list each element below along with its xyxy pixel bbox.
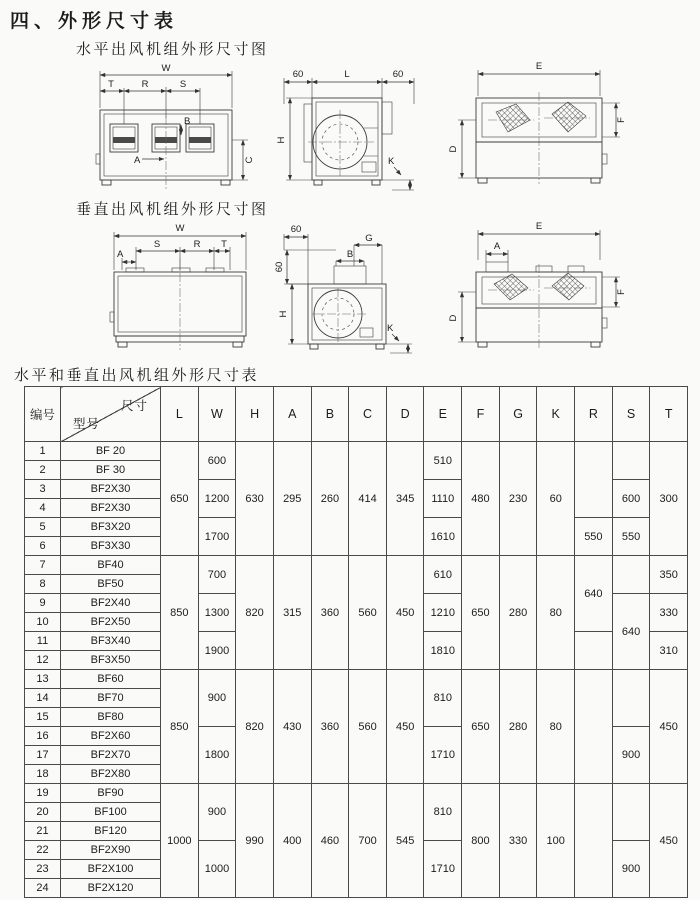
- model-cell: BF2X100: [61, 860, 161, 879]
- dim-label-a: A: [493, 241, 501, 252]
- column-header: F: [462, 387, 500, 442]
- dim-label-e: E: [535, 221, 543, 232]
- dimension-table-body: [25, 442, 688, 898]
- dim-label-f: F: [616, 289, 627, 295]
- model-cell: BF120: [61, 822, 161, 841]
- fan-scroll: [308, 110, 378, 176]
- vertical-front-view-diagram: [96, 220, 276, 362]
- model-cell: BF2X30: [61, 480, 161, 499]
- header-row: [25, 387, 688, 442]
- row-number-cell: 15: [25, 708, 61, 727]
- dim-cell-E: 1210: [424, 594, 462, 632]
- model-cell: BF2X120: [61, 879, 161, 898]
- dim-cell-R: [575, 442, 613, 518]
- dim-cell-F: 800: [462, 784, 500, 898]
- dim-cell-H: 820: [236, 556, 274, 670]
- row-number-cell: 21: [25, 822, 61, 841]
- dim-cell-S: [612, 556, 650, 594]
- dim-cell-T: 330: [650, 594, 688, 632]
- dim-cell-L: 850: [161, 670, 199, 784]
- mesh-inlets: [496, 102, 586, 132]
- dim-label-k: K: [387, 323, 394, 334]
- dim-cell-C: 560: [349, 670, 387, 784]
- row-number-cell: 7: [25, 556, 61, 575]
- dim-cell-E: 610: [424, 556, 462, 594]
- dim-cell-S: 550: [612, 518, 650, 556]
- vertical-rear-view-diagram: [448, 218, 643, 360]
- cabinet-outline: [110, 268, 246, 347]
- dim-cell-E: 810: [424, 784, 462, 841]
- model-cell: BF 30: [61, 461, 161, 480]
- dim-cell-E: 1810: [424, 632, 462, 670]
- dim-cell-S: [612, 670, 650, 727]
- column-header: A: [273, 387, 311, 442]
- row-number-cell: 14: [25, 689, 61, 708]
- row-number-cell: 9: [25, 594, 61, 613]
- dim-cell-A: 315: [273, 556, 311, 670]
- dim-label-g: G: [365, 233, 373, 244]
- column-header: H: [236, 387, 274, 442]
- dim-label-60-top: 60: [290, 224, 302, 235]
- model-cell: BF2X60: [61, 727, 161, 746]
- row-number-cell: 8: [25, 575, 61, 594]
- dim-cell-B: 460: [311, 784, 349, 898]
- dim-label-b: B: [346, 249, 354, 260]
- dim-cell-W: 1200: [198, 480, 236, 518]
- dim-cell-T: 310: [650, 632, 688, 670]
- model-cell: BF2X80: [61, 765, 161, 784]
- column-header-number: 编号: [25, 387, 61, 442]
- dim-label-k: K: [388, 156, 395, 167]
- dim-label-e: E: [535, 61, 543, 72]
- model-cell: BF3X40: [61, 632, 161, 651]
- dim-cell-T: 350: [650, 556, 688, 594]
- dim-cell-R: 640: [575, 556, 613, 632]
- dim-label-d: D: [448, 145, 459, 153]
- row-number-cell: 4: [25, 499, 61, 518]
- dim-cell-W: 600: [198, 442, 236, 480]
- dim-cell-W: 900: [198, 670, 236, 727]
- column-header: R: [575, 387, 613, 442]
- dim-cell-E: 1710: [424, 841, 462, 898]
- row-number-cell: 5: [25, 518, 61, 537]
- dim-cell-H: 820: [236, 670, 274, 784]
- dim-cell-W: 1800: [198, 727, 236, 784]
- row-number-cell: 13: [25, 670, 61, 689]
- dim-label-r: R: [141, 79, 149, 90]
- row-number-cell: 2: [25, 461, 61, 480]
- row-number-cell: 12: [25, 651, 61, 670]
- cabinet-outline: [476, 98, 607, 183]
- dim-cell-W: 900: [198, 784, 236, 841]
- model-cell: BF2X70: [61, 746, 161, 765]
- row-number-cell: 16: [25, 727, 61, 746]
- dim-cell-T: 450: [650, 784, 688, 898]
- dim-cell-L: 650: [161, 442, 199, 556]
- vertical-side-view-diagram: [274, 218, 424, 360]
- dim-label-60-side: 60: [274, 261, 285, 273]
- model-cell: BF40: [61, 556, 161, 575]
- dim-cell-W: 1000: [198, 841, 236, 898]
- dim-cell-C: 700: [349, 784, 387, 898]
- model-cell: BF3X50: [61, 651, 161, 670]
- cabinet-outline: [96, 110, 232, 185]
- dimension-table: [24, 386, 688, 898]
- dim-cell-B: 360: [311, 556, 349, 670]
- dim-cell-A: 430: [273, 670, 311, 784]
- row-number-cell: 19: [25, 784, 61, 803]
- dim-label-a: A: [117, 249, 124, 260]
- dim-cell-G: 280: [499, 670, 537, 784]
- dim-cell-B: 260: [311, 442, 349, 556]
- dim-label-f: F: [616, 117, 627, 123]
- column-header: K: [537, 387, 575, 442]
- corner-model-label: 型号: [73, 417, 101, 431]
- dim-label-h: H: [276, 136, 287, 144]
- cabinet-outline: [476, 262, 607, 347]
- dim-label-b: B: [184, 116, 191, 127]
- dim-label-s: S: [179, 79, 187, 90]
- dim-cell-K: 100: [537, 784, 575, 898]
- column-header: G: [499, 387, 537, 442]
- dim-label-r: R: [193, 239, 201, 250]
- horizontal-rear-view-diagram: [448, 56, 643, 196]
- model-cell: BF2X90: [61, 841, 161, 860]
- table-section-label: 水平和垂直出风机组外形尺寸表: [14, 367, 260, 384]
- column-header: S: [612, 387, 650, 442]
- horizontal-front-view-diagram: [82, 58, 262, 196]
- table-row: [25, 442, 688, 461]
- model-cell: BF2X40: [61, 594, 161, 613]
- page-title: 四、外形尺寸表: [10, 11, 179, 32]
- dim-cell-S: 640: [612, 594, 650, 670]
- model-cell: BF100: [61, 803, 161, 822]
- horizontal-section-label: 水平出风机组外形尺寸图: [76, 41, 269, 58]
- dim-cell-S: 600: [612, 480, 650, 518]
- model-cell: BF90: [61, 784, 161, 803]
- column-header: T: [650, 387, 688, 442]
- fan-scroll: [312, 288, 373, 342]
- dim-cell-G: 280: [499, 556, 537, 670]
- dim-cell-D: 345: [386, 442, 424, 556]
- dim-cell-E: 1110: [424, 480, 462, 518]
- dim-cell-R: [575, 670, 613, 784]
- column-header: W: [198, 387, 236, 442]
- dim-label-w: W: [175, 223, 185, 234]
- row-number-cell: 23: [25, 860, 61, 879]
- dim-cell-R: 550: [575, 518, 613, 556]
- dim-cell-E: 1710: [424, 727, 462, 784]
- dim-label-s: S: [153, 239, 161, 250]
- model-cell: BF2X30: [61, 499, 161, 518]
- dim-cell-C: 414: [349, 442, 387, 556]
- model-cell: BF3X30: [61, 537, 161, 556]
- column-header: L: [161, 387, 199, 442]
- model-cell: BF3X20: [61, 518, 161, 537]
- row-number-cell: 10: [25, 613, 61, 632]
- dim-cell-G: 230: [499, 442, 537, 556]
- dim-label-t: T: [108, 79, 114, 90]
- model-cell: BF70: [61, 689, 161, 708]
- dim-cell-C: 560: [349, 556, 387, 670]
- row-number-cell: 22: [25, 841, 61, 860]
- vertical-section-label: 垂直出风机组外形尺寸图: [76, 201, 269, 218]
- dim-cell-R: [575, 632, 613, 670]
- dim-cell-W: 1700: [198, 518, 236, 556]
- row-number-cell: 20: [25, 803, 61, 822]
- dim-label-d: D: [448, 314, 459, 322]
- model-cell: BF80: [61, 708, 161, 727]
- column-header: B: [311, 387, 349, 442]
- dim-cell-H: 990: [236, 784, 274, 898]
- dim-cell-B: 360: [311, 670, 349, 784]
- dim-cell-W: 1300: [198, 594, 236, 632]
- model-cell: BF2X50: [61, 613, 161, 632]
- dim-label-60-left: 60: [292, 69, 304, 80]
- dim-cell-E: 810: [424, 670, 462, 727]
- row-number-cell: 17: [25, 746, 61, 765]
- grille-openings: [110, 124, 214, 152]
- dim-cell-R: [575, 784, 613, 898]
- model-cell: BF60: [61, 670, 161, 689]
- dim-cell-T: 300: [650, 442, 688, 556]
- dim-cell-K: 60: [537, 442, 575, 556]
- dim-cell-A: 400: [273, 784, 311, 898]
- dim-cell-K: 80: [537, 670, 575, 784]
- dim-cell-D: 450: [386, 556, 424, 670]
- dim-cell-S: [612, 442, 650, 480]
- dim-label-c: C: [244, 156, 255, 164]
- dim-cell-E: 510: [424, 442, 462, 480]
- dim-cell-D: 545: [386, 784, 424, 898]
- dim-cell-S: 900: [612, 727, 650, 784]
- model-cell: BF 20: [61, 442, 161, 461]
- dim-label-l: L: [344, 69, 350, 80]
- corner-header-cell: [61, 387, 161, 442]
- dim-cell-K: 80: [537, 556, 575, 670]
- dim-cell-W: 700: [198, 556, 236, 594]
- column-header: C: [349, 387, 387, 442]
- horizontal-side-view-diagram: [274, 58, 424, 198]
- row-number-cell: 3: [25, 480, 61, 499]
- column-header: D: [386, 387, 424, 442]
- dim-cell-S: [612, 784, 650, 841]
- row-number-cell: 24: [25, 879, 61, 898]
- row-number-cell: 18: [25, 765, 61, 784]
- corner-size-label: 尺寸: [120, 399, 148, 413]
- column-header: E: [424, 387, 462, 442]
- dim-cell-L: 1000: [161, 784, 199, 898]
- dim-cell-F: 650: [462, 556, 500, 670]
- row-number-cell: 1: [25, 442, 61, 461]
- dim-cell-L: 850: [161, 556, 199, 670]
- model-cell: BF50: [61, 575, 161, 594]
- dim-cell-F: 650: [462, 670, 500, 784]
- dim-label-60-right: 60: [392, 69, 404, 80]
- dim-cell-S: 900: [612, 841, 650, 898]
- dim-cell-D: 450: [386, 670, 424, 784]
- dim-label-w: W: [161, 63, 171, 74]
- dim-cell-A: 295: [273, 442, 311, 556]
- dim-cell-G: 330: [499, 784, 537, 898]
- row-number-cell: 11: [25, 632, 61, 651]
- dim-cell-H: 630: [236, 442, 274, 556]
- dim-label-a: A: [134, 155, 141, 166]
- dim-cell-E: 1610: [424, 518, 462, 556]
- table-row: [25, 784, 688, 803]
- dim-cell-F: 480: [462, 442, 500, 556]
- row-number-cell: 6: [25, 537, 61, 556]
- dim-cell-W: 1900: [198, 632, 236, 670]
- dim-cell-T: 450: [650, 670, 688, 784]
- table-row: [25, 670, 688, 689]
- fan-housing: [304, 98, 392, 185]
- dim-label-h: H: [278, 310, 289, 318]
- dim-label-t: T: [221, 239, 227, 250]
- table-row: [25, 556, 688, 575]
